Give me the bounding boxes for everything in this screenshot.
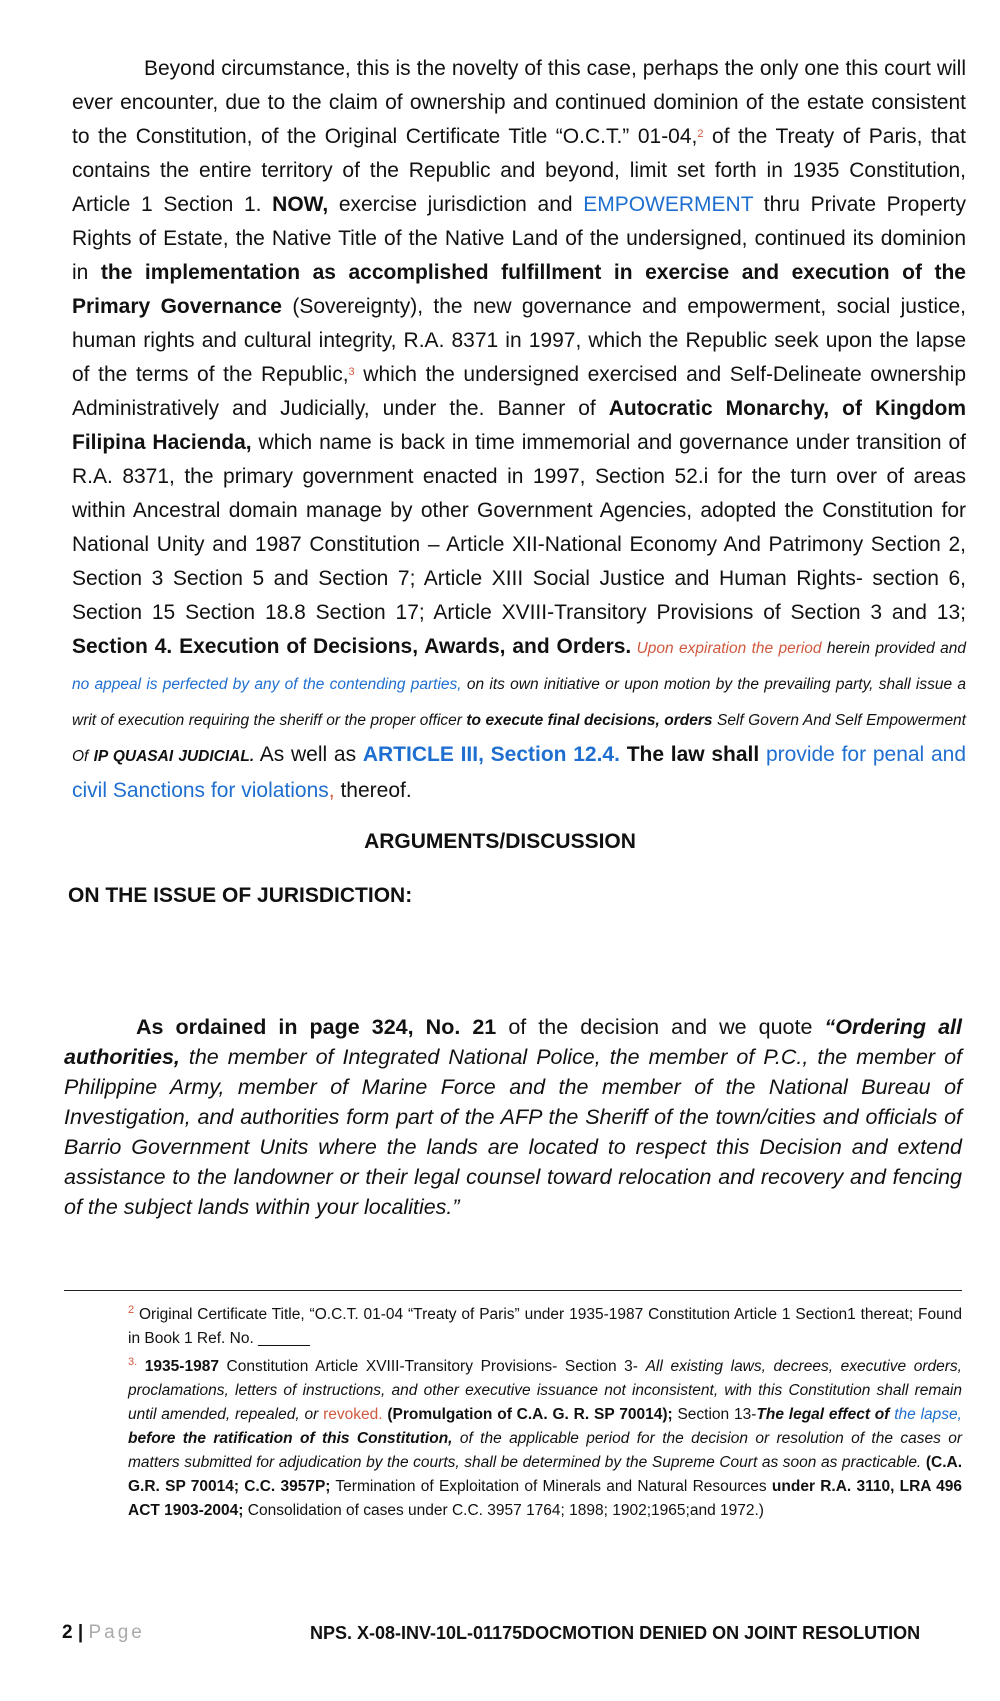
- footnote-divider: [64, 1290, 962, 1291]
- footnote-revoked: revoked.: [323, 1406, 383, 1423]
- emphasis-implementation: the implementation as accomplished fulfillment in exercise and execution of the Primary Governance: [72, 261, 966, 318]
- text-run: As well as: [254, 743, 363, 766]
- emphasis-law: The law shall: [619, 743, 766, 766]
- footnote-text: Original Certificate Title, “O.C.T. 01-04 “Treaty of Paris” under 1935-1987 Constitution Article 1 Section1 thereat; Found in Book 1 Ref. No. ______: [128, 1306, 962, 1347]
- quote-lead: “Ordering all authorities,: [64, 1015, 962, 1069]
- empowerment-term: EMPOWERMENT: [583, 193, 754, 216]
- footnote-ref-3[interactable]: 3: [348, 366, 355, 378]
- quote-text: the member of Integrated National Police, the member of P.C., the member of Philippine Army, member of Marine Force and the member of the National Bureau of Investigation, and authorities form part of the AFP the Sheriff of the town/cities and officials of Barrio Government Units where the lands are located to respect this Decision and extend assistance to the landowner or their legal counsel toward relocation and recovery and fencing of the subject lands within your localities.”: [64, 1045, 962, 1219]
- italic-run: on its own initiative or upon motion by the prevailing party, shall issue a writ of execution requiring the sheriff or the proper officer: [72, 676, 966, 729]
- text-run: thereof.: [334, 779, 412, 802]
- text-run: (Sovereignty), the new governance and empowerment, social justice, human rights and cultural integrity, R.A. 8371 in 1997, which the Republic seek upon the lapse of the terms of the Republic,: [72, 295, 966, 386]
- page-label: Page: [88, 1622, 145, 1643]
- page-separator: |: [72, 1622, 89, 1643]
- italic-run: Self Govern And Self Empowerment Of: [72, 712, 966, 765]
- italic-upon-expiration: Upon expiration: [631, 640, 747, 657]
- footnote-lapse: the lapse,: [894, 1406, 962, 1423]
- footnote-text: (C.A. G.R. SP 70014; C.C. 3957P;: [128, 1454, 963, 1495]
- emphasis-kingdom: Autocratic Monarchy, of Kingdom Filipina Hacienda,: [72, 397, 966, 454]
- footnote-text: Termination of Exploitation of Minerals and Natural Resources: [330, 1478, 772, 1495]
- italic-run: herein provided and: [821, 640, 966, 657]
- page-number: [62, 1622, 145, 1644]
- footnote-ref-2[interactable]: 2: [697, 128, 704, 140]
- text-run: which the undersigned exercised and Self-Delineate ownership Administratively and Judicially, under the. Banner of: [72, 363, 966, 420]
- text-run: thru Private Property Rights of Estate, the Native Title of the Native Land of the undersigned, continued its dominion in: [72, 193, 967, 284]
- sub-heading: ON THE ISSUE OF JURISDICTION:: [68, 884, 413, 907]
- sanctions-phrase: provide for penal and civil Sanctions for violations: [72, 743, 966, 802]
- footnote-text: Constitution Article XVIII-Transitory Provisions- Section 3-: [218, 1358, 646, 1375]
- footnote-number: 3.: [128, 1356, 138, 1368]
- body-paragraph: [72, 52, 966, 808]
- footnote-text: Section 13-: [672, 1406, 757, 1423]
- text-run: which name is back in time immemorial and governance under transition of R.A. 8371, the primary government enacted in 1997, Section 52.i for the turn over of areas within Ancestral domain manage by other Government Agencies, adopted the Constitution for National Unity and 1987 Constitution – Article XII-National Economy And Patrimony Section 2, Section 3 Section 5 and Section 7; Article XIII Social Justice and Human Rights- section 6, Section 15 Section 18.8 Section 17; Article XVIII-Transitory Provisions of Section 3 and 13;: [72, 431, 966, 624]
- quote-paragraph: [64, 1012, 962, 1222]
- emphasis-now: NOW,: [272, 193, 329, 216]
- section-heading: ARGUMENTS/DISCUSSION: [364, 830, 636, 853]
- footnote-text: before the ratification of this Constitution,: [128, 1430, 453, 1447]
- footnote-text: All existing laws, decrees, executive orders, proclamations, letters of instructions, and other executive issuance not inconsistent, with this Constitution shall remain until amended, repealed, or: [128, 1358, 962, 1423]
- italic-bold-execute: to execute final decisions, orders: [461, 712, 713, 729]
- text-run: of the Treaty of Paris, that contains the entire territory of the Republic and beyond, limit set forth in 1935 Constitution, Article 1 Section 1.: [72, 125, 966, 216]
- footnote-text: The legal effect of: [756, 1406, 895, 1423]
- footnote-number: 2: [128, 1304, 135, 1316]
- italic-bold-ip-quasai: IP QUASAI JUDICIAL.: [93, 748, 255, 765]
- article-iii-reference: ARTICLE III, Section 12.4.: [362, 743, 620, 766]
- footnote-text: of the applicable period for the decision or resolution of the cases or matters submitted for adjudication by the courts, shall be determined by the Supreme Court as soon as practicable.: [128, 1430, 962, 1471]
- text-run: ,: [328, 779, 335, 802]
- footnote-text: Consolidation of cases under C.C. 3957 1764; 1898; 1902;1965;and 1972.): [243, 1502, 764, 1519]
- italic-the-period: the period: [746, 640, 822, 657]
- italic-no-appeal: no appeal is perfected by any of the contending parties,: [72, 676, 462, 693]
- footnote-text: under R.A. 3110, LRA 496 ACT 1903-2004;: [128, 1478, 963, 1519]
- emphasis-section-4: Section 4. Execution of Decisions, Awards, and Orders.: [72, 635, 632, 658]
- text-run: exercise jurisdiction and: [328, 193, 584, 216]
- footnote-2: [128, 1303, 962, 1351]
- page-number-value: 2: [62, 1622, 73, 1643]
- footer-document-title: NPS. X-08-INV-10L-01175DOCMOTION DENIED ON JOINT RESOLUTION: [310, 1623, 921, 1643]
- footnote-3: [128, 1355, 962, 1523]
- text-run: of the decision and we quote: [496, 1015, 825, 1039]
- emphasis-ordained: As ordained in page 324, No. 21: [136, 1015, 497, 1039]
- footnote-text: 1935-1987: [137, 1358, 219, 1375]
- text-run: Beyond circumstance, this is the novelty of this case, perhaps the only one this court will ever encounter, due to the claim of ownership and continued dominion of the estate consistent to the Constitution, of the Original Certificate Title “O.C.T.” 01-04,: [72, 57, 966, 148]
- footnote-text: (Promulgation of C.A. G. R. SP 70014);: [382, 1406, 673, 1423]
- footnotes: [128, 1303, 962, 1527]
